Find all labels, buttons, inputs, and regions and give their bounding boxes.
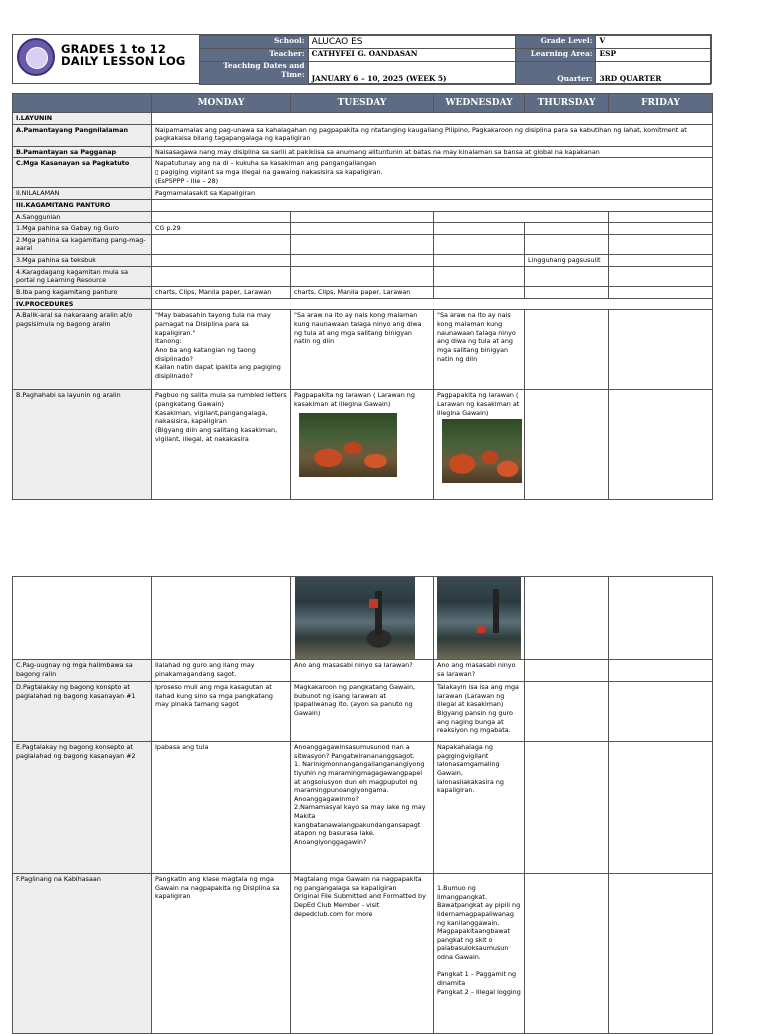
pag-uugnay-tuesday: Ano ang masasabi ninyo sa larawan? — [291, 660, 434, 682]
row-label-pamantayang-pangnilalaman: A.Pamantayang Pangnilalaman — [13, 124, 152, 146]
empty-cell — [152, 577, 291, 660]
pamantayang-pangnilalaman-text: Naipamamalas ang pag-unawa sa kahalagahan ng pagpapakita ng ntatanging kaugaliang Pilipino, Pagkakaroon ng disiplina para sa kabutihan ng lahat, komitment at pagkakaisa bilang tagapangalaga ng kapaligiran — [152, 124, 713, 146]
row-label-pagtalakay-1: D.Pagtalakay ng bagong konspto at paglalahad ng bagong kasanayan #1 — [13, 682, 152, 742]
empty-cell — [291, 223, 434, 235]
empty-cell — [434, 211, 609, 223]
teaching-dates-label: Teaching Dates and Time: — [200, 62, 309, 85]
lake-dumping-photo — [295, 577, 415, 659]
header-title-line1: GRADES 1 to 12 — [61, 42, 167, 56]
forest-logging-photo-2 — [442, 419, 522, 483]
paghahabi-wednesday: Pagpapakita ng larawan ( Larawan ng kasakiman at illeglna Gawain) — [437, 391, 520, 417]
day-thursday: THURSDAY — [525, 94, 609, 113]
empty-cell — [525, 682, 609, 742]
learning-area-value: ESP — [596, 49, 711, 62]
empty-cell — [434, 223, 525, 235]
empty-cell — [152, 113, 713, 125]
balik-wednesday: "Sa araw na ito ay nais kong malaman kung naunawaan talaga ninyo ang diwa ng tula at ang mga salitang binigyan natin ng diin — [434, 310, 525, 390]
learning-area-label: Learning Area: — [515, 49, 596, 62]
header-title-line2: DAILY LESSON LOG — [61, 54, 186, 68]
empty-cell — [525, 310, 609, 390]
row-label-sanggunian: A.Sanggunian — [13, 211, 152, 223]
quarter-value: 3RD QUARTER — [596, 62, 711, 85]
empty-cell — [434, 234, 525, 254]
pagtalakay1-wednesday: Talakayin isa isa ang mga larawan (Larawan ng illegal at kasakiman) Bigyang pansin ng guro ang naging bunga at reaksiyon ng mgabata. — [434, 682, 525, 742]
pag-uugnay-monday: Ilalahad ng guro ang ilang may pinakamagandang sagot. — [152, 660, 291, 682]
row-label-iba-pang-kagamitan: B.Iba pang kagamitang panturo — [13, 287, 152, 299]
row-label-paghahabi: B.Paghahabi sa layunin ng aralin — [13, 390, 152, 500]
empty-cell — [13, 577, 152, 660]
empty-cell — [525, 266, 609, 286]
empty-cell — [525, 287, 609, 299]
paghahabi-monday: Pagbuo ng salita mula sa rumbled letters (pangkatang Gawain) Kasakiman, vigilant,pangangalaga, nakasisira, kapaligiran (Bigyang diin ang salitang kasakiman, vigilant, illegal, at nakakasira — [152, 390, 291, 500]
balik-tuesday: "Sa araw na ito ay nais kong malaman kung naunawaan talaga ninyo ang diwa ng tula at ang mga salitang binigyan natin ng diin — [291, 310, 434, 390]
empty-cell — [434, 287, 525, 299]
nilalaman-text: Pagmamalasakit sa Kapaligiran — [152, 188, 713, 200]
grade-level-label: Grade Level: — [515, 36, 596, 49]
empty-cell — [609, 577, 713, 660]
row-label-karagdagang-kagamitan: 4.Karagdagang kagamitan mula sa portal ng Learning Resource — [13, 266, 152, 286]
paghahabi-wednesday-cell — [434, 390, 525, 500]
empty-cell — [152, 211, 291, 223]
day-monday: MONDAY — [152, 94, 291, 113]
row-label-teksbuk: 3.Mga pahina sa teksbuk — [13, 255, 152, 267]
lesson-log-header — [12, 34, 712, 84]
empty-cell — [525, 660, 609, 682]
empty-cell — [434, 266, 525, 286]
header-info-table — [199, 35, 711, 85]
empty-cell — [525, 234, 609, 254]
day-header-blank — [13, 94, 152, 113]
pagtalakay1-tuesday: Magkakaroon ng pangkatang Gawain, bubunot ng isang larawan at ipapaliwanag ito. (ayon sa panuto ng Gawain) — [291, 682, 434, 742]
kasanayan-line2 — [155, 168, 709, 177]
empty-cell — [291, 266, 434, 286]
paglinang-monday: Pangkatin ang klase magtala ng mga Gawain na nagpapakita ng Disiplina sa kapaligiran — [152, 874, 291, 1034]
iba-tuesday: charts, Clips, Manila paper, Larawan — [291, 287, 434, 299]
empty-cell — [152, 255, 291, 267]
empty-cell — [152, 199, 713, 211]
pagtalakay2-monday: Ipabasa ang tula — [152, 742, 291, 874]
empty-cell — [525, 223, 609, 235]
pag-uugnay-wednesday: Ano ang masasabi ninyo sa larawan? — [434, 660, 525, 682]
row-label-paglinang: F.Paglinang na Kabihasaan — [13, 874, 152, 1034]
pamantayan-sa-pagganap-text: Naisasagawa nang may disiplina sa sarili at pakikiisa sa anumang alituntunin at batas na may kinalaman sa bansa at global na kapakanan — [152, 146, 713, 158]
paghahabi-tuesday: Pagpapakita ng larawan ( Larawan ng kasakiman at illeglna Gawain) — [294, 391, 415, 408]
paglinang-wednesday: 1.Bumuo ng limangpangkat. Bawatpangkat ay pipili ng lidernamagpapaliwanag ng kanilanggawain. Magpapakitaangbawat pangkat ng skit o palabasuloksaumusun odna Gawain. Pangkat 1 – Paggamit ng dinamita Pangkat 2 – Illegal logging — [434, 874, 525, 1034]
empty-cell — [609, 390, 713, 500]
lesson-table-page1 — [12, 93, 713, 500]
empty-cell — [609, 211, 713, 223]
empty-cell — [609, 682, 713, 742]
empty-cell — [609, 223, 713, 235]
balik-monday: "May babasahin tayong tula na may pamagat na Disiplina para sa kapaligiran." Itanong: Ano ba ang katangian ng taong disiplinado? Kailan natin dapat ipakita ang pagiging disiplinado? — [152, 310, 291, 390]
day-wednesday: WEDNESDAY — [434, 94, 525, 113]
page2-tuesday-photo-cell — [291, 577, 434, 660]
school-value: ALUCAO ES — [308, 36, 515, 49]
row-label-kagamitang-panturo: III.KAGAMITANG PANTURO — [13, 199, 152, 211]
row-label-nilalaman: II.NILALAMAN — [13, 188, 152, 200]
bullet-icon: ▯ — [155, 167, 159, 176]
pagtalakay2-tuesday: Anoanggagawinsasumusunod nan a sitwasyon? Pangatwiranananggsagot. 1. Narinigmonnangangailanganangiyong tiyuhin ng maramingmagagawangpapel at angsolusyon dun eh magpuputol ng maramingpunoangiyongama. Anoanggagawinmo? 2.Namamasyal kayo sa may lake ng may Makita kangbatanawalangpakundangansapagt atapon ng basurasa lake. Anoangiyonggagawin? — [291, 742, 434, 874]
empty-cell — [609, 255, 713, 267]
empty-cell — [609, 234, 713, 254]
empty-cell — [525, 390, 609, 500]
kasanayan-line3: (EsP5PPP - IIIe – 28) — [155, 176, 219, 185]
empty-cell — [525, 577, 609, 660]
empty-cell — [434, 255, 525, 267]
empty-cell — [609, 266, 713, 286]
deped-seal-icon — [17, 38, 55, 76]
empty-cell — [525, 874, 609, 1034]
grade-level-value: V — [596, 36, 711, 49]
empty-cell — [152, 234, 291, 254]
empty-cell — [291, 255, 434, 267]
kasanayan-line1: Napatutunay ang na di – kukuha sa kasakiman ang pangangailangan — [155, 159, 377, 168]
teaching-dates-value: JANUARY 6 – 10, 2025 (WEEK 5) — [308, 62, 515, 85]
empty-cell — [152, 266, 291, 286]
empty-cell — [609, 660, 713, 682]
iba-monday: charts, Clips, Manila paper, Larawan — [152, 287, 291, 299]
teksbuk-thursday: Lingguhang pagsusulit — [525, 255, 609, 267]
empty-cell — [152, 298, 713, 310]
teacher-label: Teacher: — [200, 49, 309, 62]
empty-cell — [525, 742, 609, 874]
row-label-pag-uugnay: C.Pag-uugnay ng mga halimbawa sa bagong ralin — [13, 660, 152, 682]
row-label-pagtalakay-2: E.Pagtalakay ng bagong konsepto at paglalahad ng bagong kasanayan #2 — [13, 742, 152, 874]
empty-cell — [609, 874, 713, 1034]
teacher-value: CATHYFEI G. OANDASAN — [308, 49, 515, 62]
row-label-balik-aral: A.Balik-aral sa nakaraang aralin at/o pagsisimula ng bagong aralin — [13, 310, 152, 390]
pagtalakay1-monday: Iproseso muli ang mga kasagutan at ilahad kung sino sa mga pangkatang may pinaka tamang sagot — [152, 682, 291, 742]
pagtalakay2-wednesday: Napakahalaga ng pagigingvigilant lalonasamgamaling Gawain, lalonasiiakakasira ng kapaligiran. — [434, 742, 525, 874]
quarter-label: Quarter: — [515, 62, 596, 85]
kasanayan-text — [152, 158, 713, 188]
page2-wednesday-photo-cell — [434, 577, 525, 660]
day-friday: FRIDAY — [609, 94, 713, 113]
row-label-layunin: I.LAYUNIN — [13, 113, 152, 125]
lake-dumping-photo-2 — [437, 577, 521, 659]
paghahabi-tuesday-cell — [291, 390, 434, 500]
gabay-monday: CG p.29 — [152, 223, 291, 235]
kasanayan-line2-text: pagiging vigilant sa mga illegal na gawaing nakasisira sa kapaligiran. — [158, 167, 383, 176]
school-label: School: — [200, 36, 309, 49]
row-label-pamantayan-sa-pagganap: B.Pamantayan sa Pagganap — [13, 146, 152, 158]
empty-cell — [609, 287, 713, 299]
lesson-table-page2 — [12, 576, 713, 1034]
empty-cell — [609, 310, 713, 390]
empty-cell — [291, 234, 434, 254]
row-label-procedures: IV.PROCEDURES — [13, 298, 152, 310]
paglinang-tuesday: Magtalang mga Gawain na nagpapakita ng pangangalaga sa kapaligiran Original File Submitted and Formatted by DepEd Club Member - visit depedclub.com for more — [291, 874, 434, 1034]
empty-cell — [609, 742, 713, 874]
row-label-gabay: 1.Mga pahina sa Gabay ng Guro — [13, 223, 152, 235]
empty-cell — [291, 211, 434, 223]
day-header-row — [13, 94, 713, 113]
day-tuesday: TUESDAY — [291, 94, 434, 113]
forest-logging-photo — [299, 413, 397, 477]
row-label-kagamitang-pang-mag-aaral: 2.Mga pahina sa kagamitang pang-mag-aaral — [13, 234, 152, 254]
row-label-kasanayan: C.Mga Kasanayan sa Pagkatuto — [13, 158, 152, 188]
